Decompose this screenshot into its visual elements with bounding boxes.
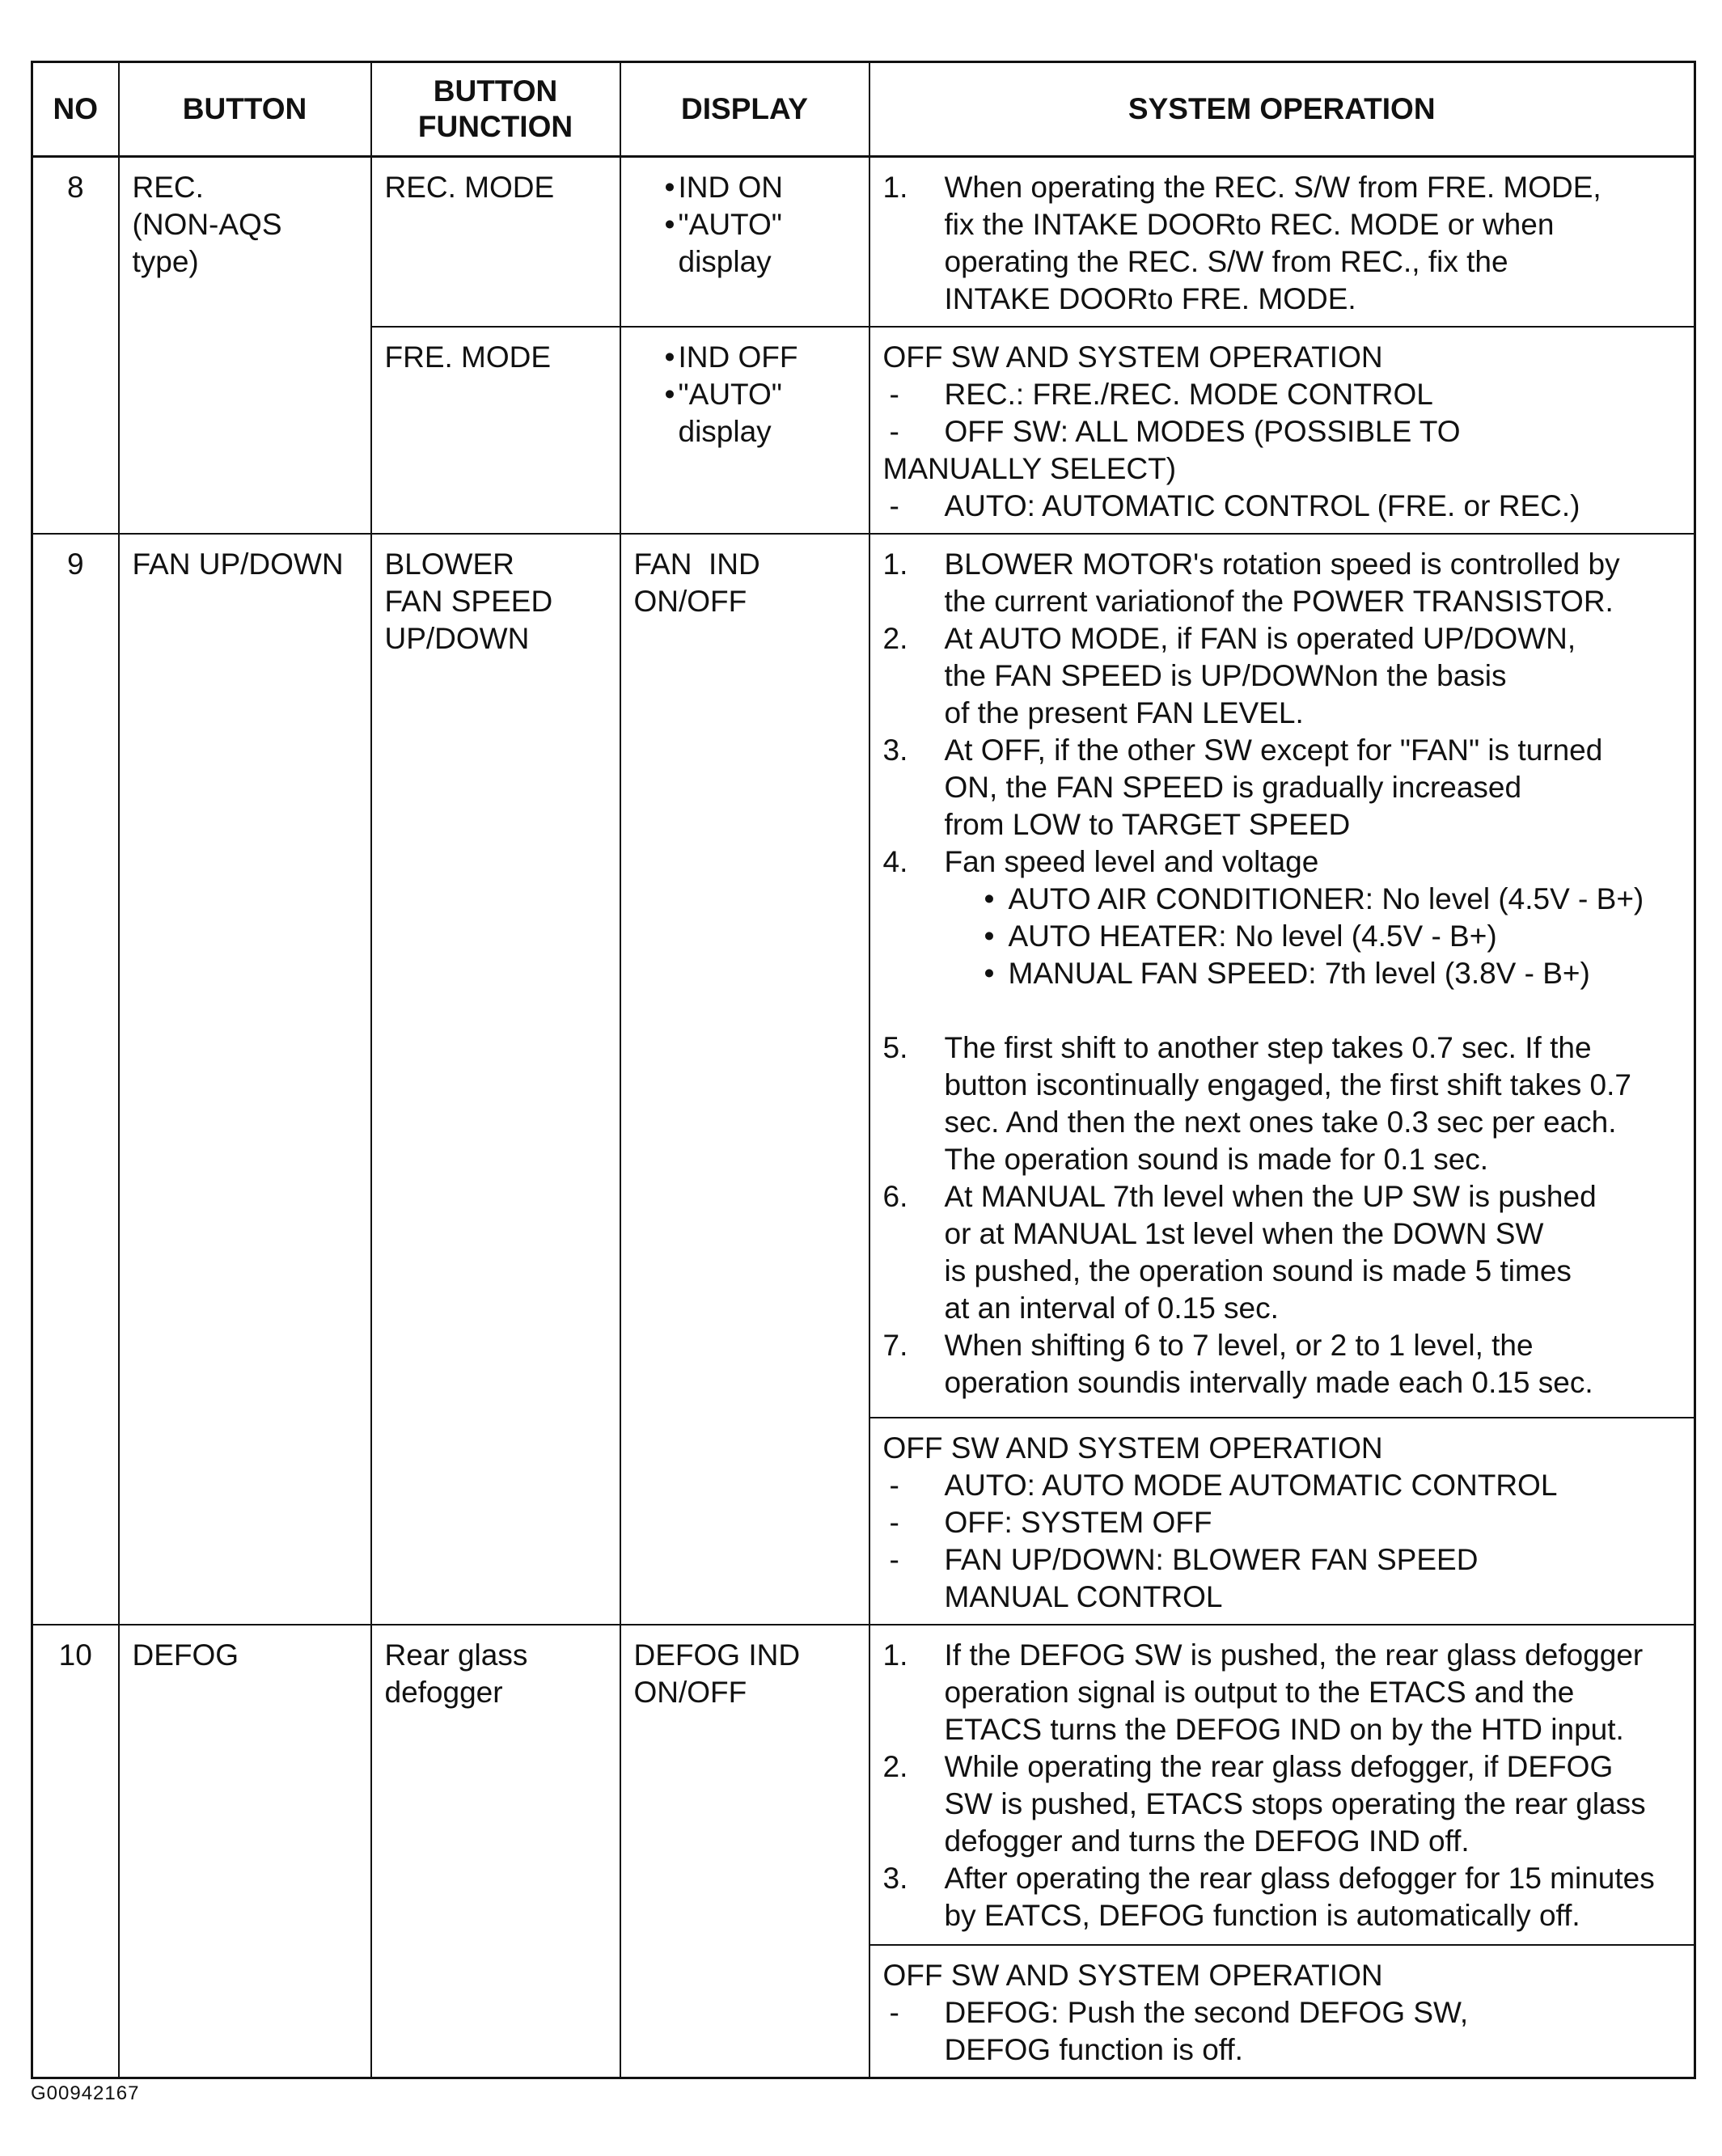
- operation-item: 4. Fan speed level and voltage: [882, 845, 1319, 878]
- button-function: Rear glass defogger: [371, 1625, 620, 2078]
- display-cell: DEFOG IND ON/OFF: [620, 1625, 869, 2078]
- display-item: • IND ON: [634, 169, 857, 206]
- off-sw-item: - DEFOG: Push the second DEFOG SW, DEFOG function is off.: [889, 1996, 1469, 2066]
- operation-cell: [869, 1625, 1695, 1945]
- operation-item: 6. At MANUAL 7th level when the UP SW is pushed or at MANUAL 1st level when the DOWN SW is pushed, the operation sound is made 5 times at an interval of 0.15 sec.: [882, 1180, 1597, 1325]
- display-item-continued: display: [678, 245, 772, 278]
- display-item: • IND OFF: [634, 339, 857, 376]
- operation-item: 3. At OFF, if the other SW except for "FAN" is turned ON, the FAN SPEED is gradually increased from LOW to TARGET SPEED: [882, 733, 1603, 841]
- display-item: • "AUTO": [634, 206, 857, 243]
- button-name-line: REC.: [132, 171, 204, 204]
- button-name: [119, 157, 371, 535]
- off-sw-item: - OFF SW: ALL MODES (POSSIBLE TO: [889, 415, 1461, 448]
- off-sw-item: - AUTO: AUTOMATIC CONTROL (FRE. or REC.): [889, 489, 1580, 522]
- operation-item: 5. The first shift to another step takes 0.7 sec. If the button iscontinually engaged, the first shift takes 0.7 sec. And then the next ones take 0.3 sec per each. The operation sound is made for 0.1 sec.: [882, 1031, 1631, 1176]
- display-item-continued: display: [678, 415, 772, 448]
- operation-item: 3. After operating the rear glass defogger for 15 minutes by EATCS, DEFOG function is automatically off.: [882, 1862, 1655, 1932]
- bullet-icon: •: [984, 919, 995, 953]
- off-sw-item: - REC.: FRE./REC. MODE CONTROL: [889, 378, 1433, 411]
- off-sw-item: - FAN UP/DOWN: BLOWER FAN SPEED MANUAL CONTROL: [889, 1543, 1479, 1613]
- off-sw-cell: [869, 1945, 1695, 2078]
- bullet-icon: •: [664, 171, 675, 204]
- off-sw-cell: [869, 1418, 1695, 1625]
- header-system-operation: SYSTEM OPERATION: [869, 62, 1695, 157]
- off-sw-title: OFF SW AND SYSTEM OPERATION: [882, 1959, 1383, 1992]
- table-header-row: [32, 62, 1695, 157]
- display-item: • "AUTO": [634, 376, 857, 413]
- bullet-icon: •: [984, 957, 995, 990]
- header-function-line2: FUNCTION: [417, 110, 573, 143]
- operation-item: 7. When shifting 6 to 7 level, or 2 to 1 level, the operation soundis intervally made each 0.15 sec.: [882, 1329, 1593, 1399]
- button-name-line: type): [132, 245, 199, 278]
- off-sw-item: - OFF: SYSTEM OFF: [889, 1506, 1212, 1539]
- row-number: 10: [32, 1625, 119, 2078]
- operation-item: 2. At AUTO MODE, if FAN is operated UP/DOWN, the FAN SPEED is UP/DOWNon the basis of the present FAN LEVEL.: [882, 622, 1576, 729]
- header-button: BUTTON: [119, 62, 371, 157]
- off-sw-item: - AUTO: AUTO MODE AUTOMATIC CONTROL: [889, 1469, 1558, 1502]
- bullet-icon: •: [664, 340, 675, 374]
- display-cell: FAN IND ON/OFF: [620, 534, 869, 1625]
- bullet-icon: •: [984, 882, 995, 915]
- operation-cell: [869, 534, 1695, 1418]
- header-function-line1: BUTTON: [433, 74, 558, 108]
- button-name-line: (NON-AQS: [132, 208, 282, 241]
- voltage-bullet: • AUTO AIR CONDITIONER: No level (4.5V - B+): [883, 881, 1683, 918]
- header-button-function: [371, 62, 620, 157]
- button-operation-table: [31, 61, 1696, 2079]
- operation-item: 2. While operating the rear glass defogger, if DEFOG SW is pushed, ETACS stops operating the rear glass defogger and turns the DEFOG IND off.: [882, 1750, 1646, 1858]
- bullet-icon: •: [664, 378, 675, 411]
- operation-item: 1. If the DEFOG SW is pushed, the rear glass defogger operation signal is output to the ETACS and the ETACS turns the DEFOG IND on by the HTD input.: [882, 1638, 1644, 1746]
- display-cell: [620, 157, 869, 328]
- button-name: FAN UP/DOWN: [119, 534, 371, 1625]
- off-sw-cell: [869, 327, 1695, 534]
- button-function: REC. MODE: [371, 157, 620, 328]
- operation-item: 1. When operating the REC. S/W from FRE. MODE, fix the INTAKE DOORto REC. MODE or when operating the REC. S/W from REC., fix the INTAKE DOORto FRE. MODE.: [882, 171, 1601, 315]
- bullet-icon: •: [664, 208, 675, 241]
- button-function: BLOWER FAN SPEED UP/DOWN: [371, 534, 620, 1625]
- off-sw-title: OFF SW AND SYSTEM OPERATION: [882, 340, 1383, 374]
- button-name: DEFOG: [119, 1625, 371, 2078]
- operation-item: 1. BLOWER MOTOR's rotation speed is controlled by the current variationof the POWER TRANSISTOR.: [882, 547, 1620, 618]
- off-sw-item-continued: MANUALLY SELECT): [882, 452, 1177, 485]
- voltage-bullet: • MANUAL FAN SPEED: 7th level (3.8V - B+): [883, 955, 1683, 992]
- figure-id: G00942167: [31, 2082, 140, 2104]
- off-sw-title: OFF SW AND SYSTEM OPERATION: [882, 1431, 1383, 1465]
- header-display: DISPLAY: [620, 62, 869, 157]
- table-row-9: [32, 534, 1695, 1418]
- table-row-10: [32, 1625, 1695, 1945]
- table-row-8: [32, 157, 1695, 328]
- voltage-bullet: • AUTO HEATER: No level (4.5V - B+): [883, 918, 1683, 955]
- row-number: 8: [32, 157, 119, 535]
- operation-cell: [869, 157, 1695, 328]
- button-function: FRE. MODE: [371, 327, 620, 534]
- row-number: 9: [32, 534, 119, 1625]
- header-no: NO: [32, 62, 119, 157]
- display-cell: [620, 327, 869, 534]
